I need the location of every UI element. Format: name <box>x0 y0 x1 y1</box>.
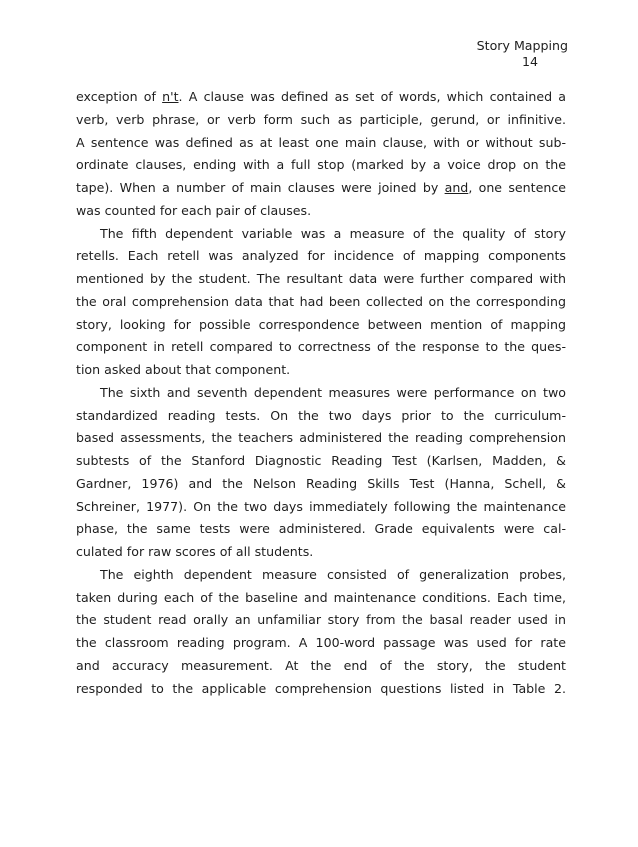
text-line: The sixth and seventh dependent measures were performance on two <box>100 384 566 400</box>
text-line: standardized reading tests. On the two days prior to the curriculum- <box>76 407 566 423</box>
text-line: tape). When a number of main clauses were joined by and, one sentence <box>76 180 566 195</box>
text-line: the student read orally an unfamiliar story from the basal reader used in <box>76 612 566 628</box>
page-body <box>76 86 566 700</box>
page-number: 14 <box>521 54 538 69</box>
text-line: retells. Each retell was analyzed for incidence of mapping components <box>76 248 566 264</box>
text-line: taken during each of the baseline and maintenance conditions. Each time, <box>76 589 566 605</box>
running-header <box>477 38 568 70</box>
underlined-word: n't <box>162 89 179 104</box>
text-line: verb, verb phrase, or verb form such as participle, gerund, or infinitive. <box>76 111 566 127</box>
text-line: culated for raw scores of all students. <box>76 544 314 559</box>
paragraph-4 <box>76 564 566 701</box>
text-line: ordinate clauses, ending with a full stop (marked by a voice drop on the <box>76 157 566 173</box>
text-line: Schreiner, 1977). On the two days immediately following the maintenance <box>76 498 566 514</box>
text-line: based assessments, the teachers administered the reading comprehension <box>76 430 566 446</box>
text-line: responded to the applicable comprehension questions listed in Table 2. <box>76 680 566 696</box>
text-line: exception of n't. A clause was defined as set of words, which contained a <box>76 89 566 104</box>
text-line: The eighth dependent measure consisted of generalization probes, <box>100 566 566 582</box>
text-line: and accuracy measurement. At the end of the story, the student <box>76 657 566 673</box>
underlined-word: and <box>444 180 469 195</box>
text-line: A sentence was defined as at least one main clause, with or without sub- <box>76 134 566 150</box>
text-line: was counted for each pair of clauses. <box>76 202 312 218</box>
paragraph-1 <box>76 86 566 223</box>
text-line: Gardner, 1976) and the Nelson Reading Skills Test (Hanna, Schell, & <box>76 475 566 491</box>
text-line: component in retell compared to correctness of the response to the ques- <box>76 339 566 355</box>
running-title: Story Mapping <box>476 38 568 53</box>
text-line: story, looking for possible correspondence between mention of mapping <box>76 316 566 332</box>
text-line: the classroom reading program. A 100-word passage was used for rate <box>76 635 566 650</box>
paragraph-3 <box>76 382 566 564</box>
paragraph-2 <box>76 223 566 382</box>
text-line: The fifth dependent variable was a measure of the quality of story <box>100 225 566 241</box>
text-line: mentioned by the student. The resultant data were further compared with <box>76 271 566 286</box>
text-line: subtests of the Stanford Diagnostic Reading Test (Karlsen, Madden, & <box>76 453 566 468</box>
text-line: the oral comprehension data that had been collected on the corresponding <box>76 293 566 309</box>
text-line: tion asked about that component. <box>76 362 291 377</box>
text-line: phase, the same tests were administered. Grade equivalents were cal- <box>76 521 566 537</box>
